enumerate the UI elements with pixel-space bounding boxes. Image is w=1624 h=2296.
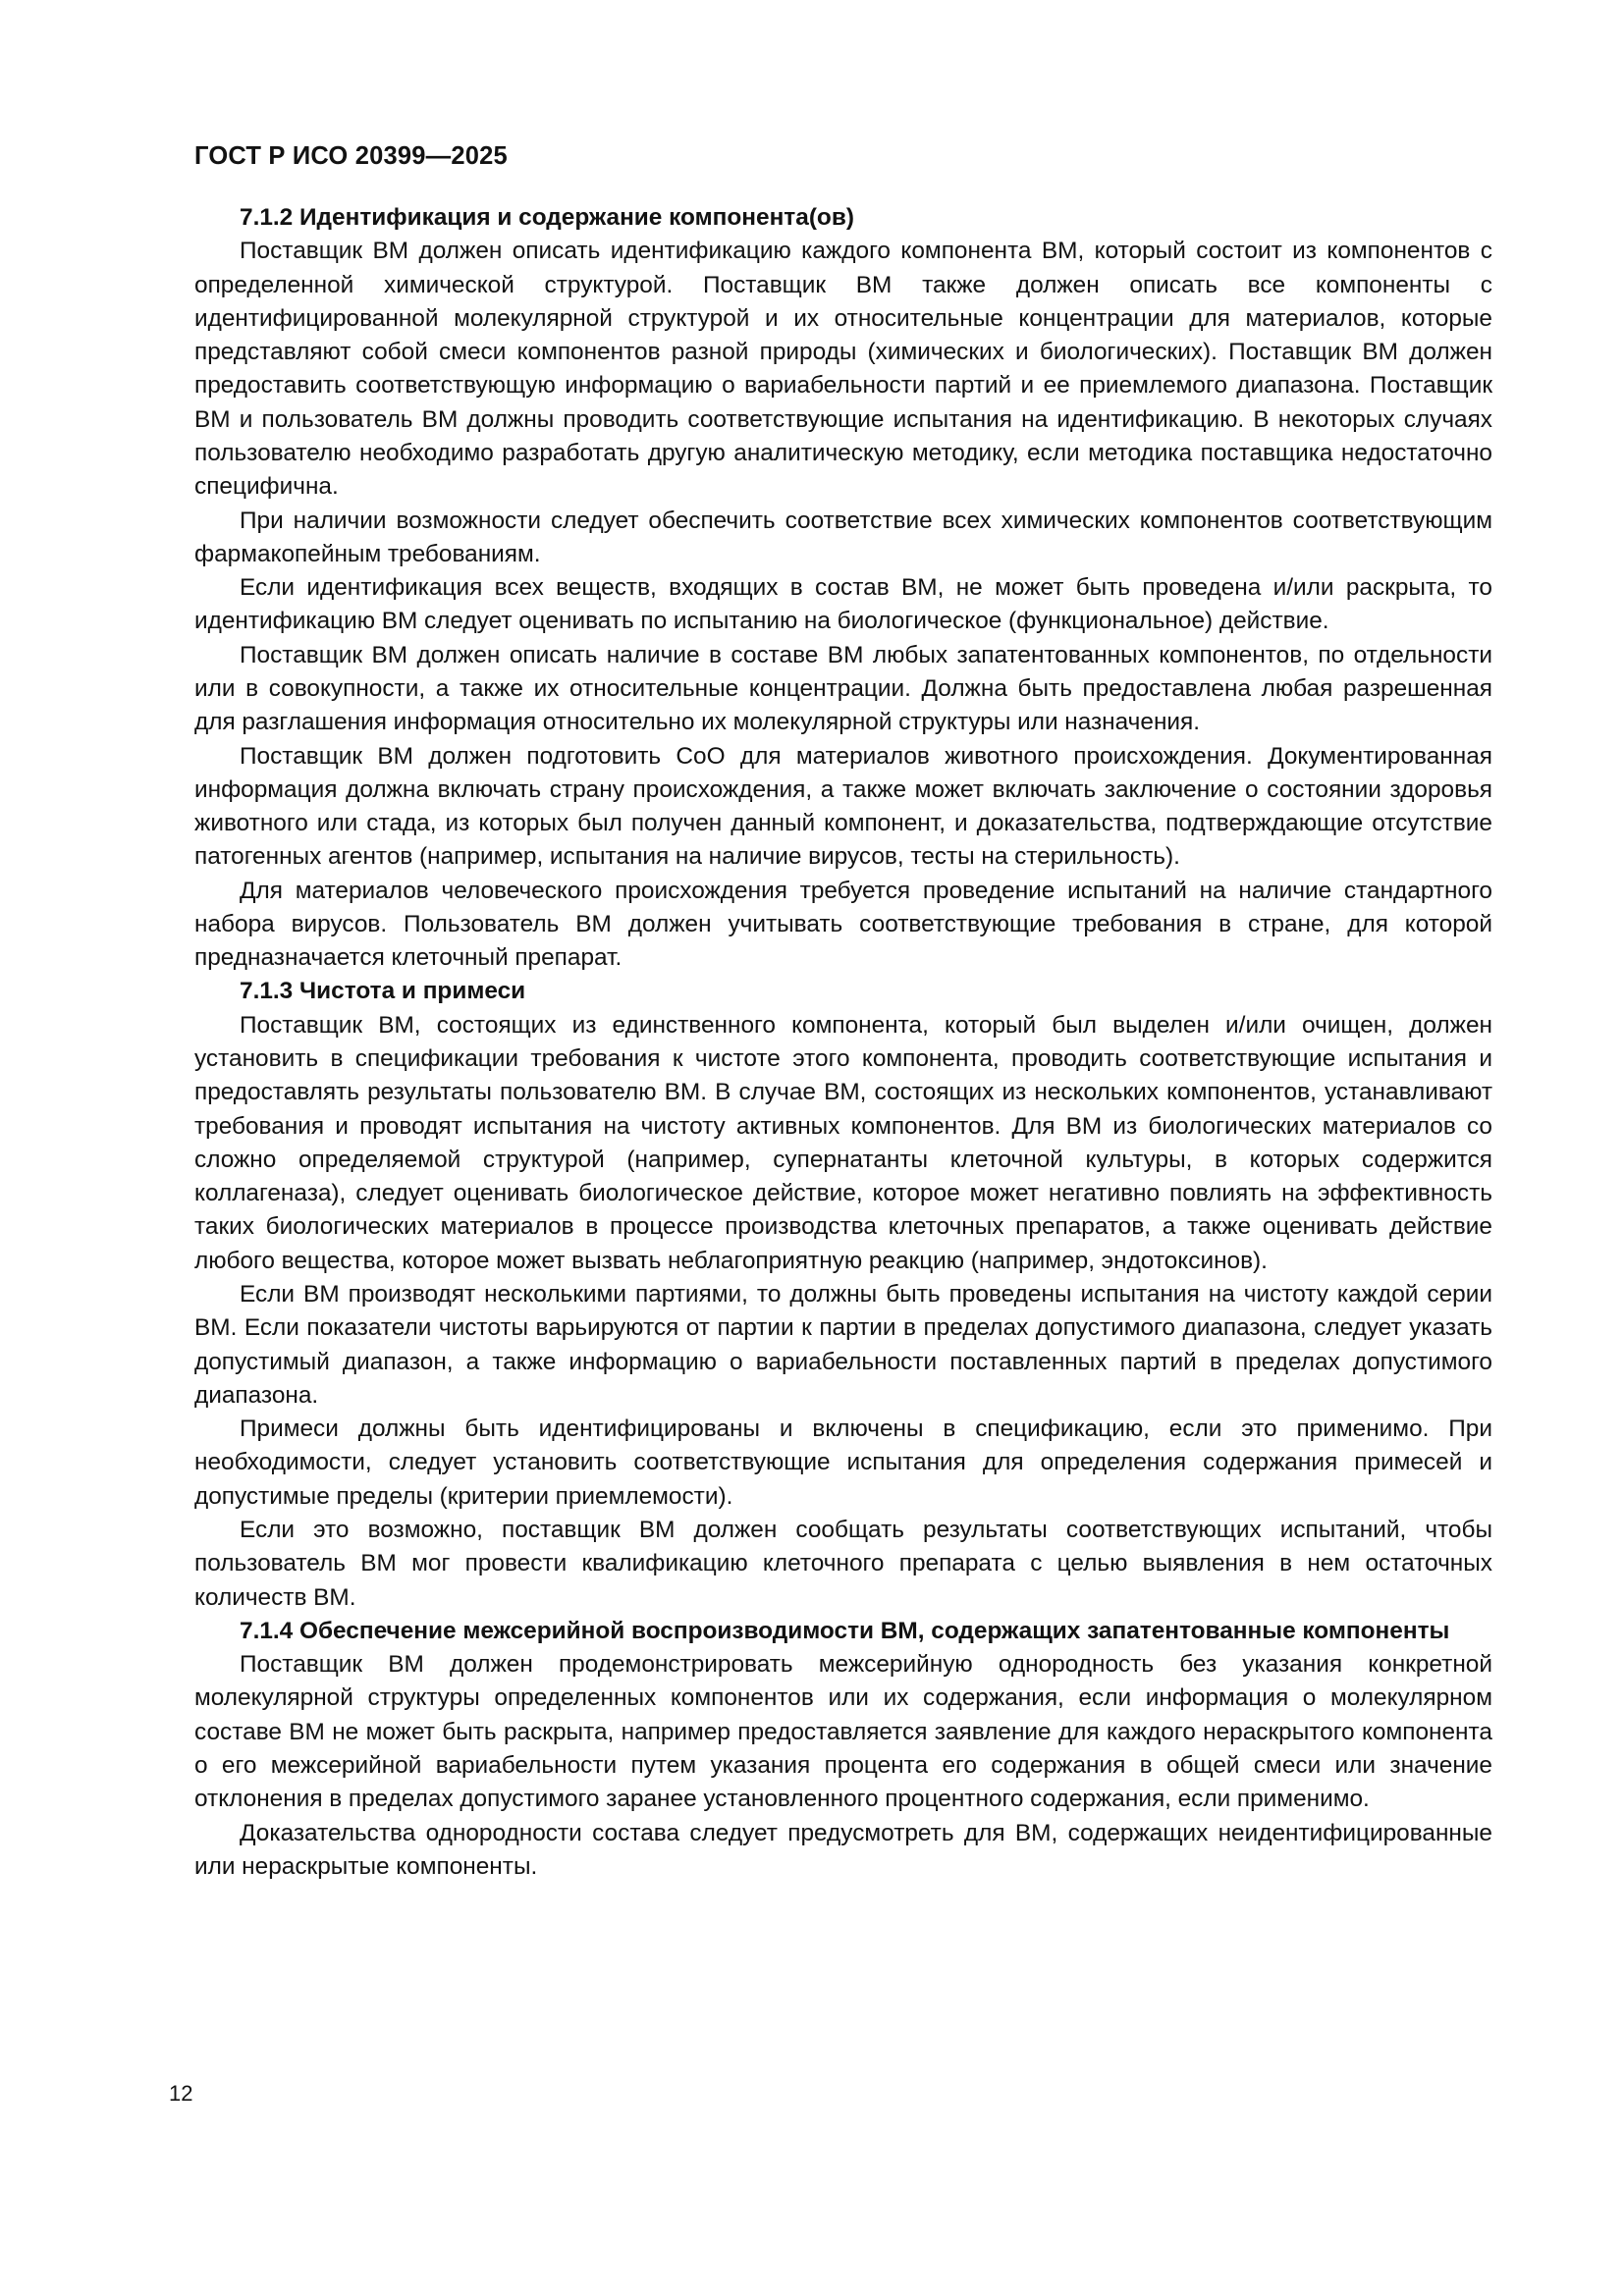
- paragraph: Если идентификация всех веществ, входящих в состав ВМ, не может быть проведена и/или раскрыта, то идентификацию ВМ следует оценивать по испытанию на биологическое (функциональное) действие.: [194, 574, 1492, 635]
- section-heading-7-1-4: 7.1.4 Обеспечение межсерийной воспроизводимости ВМ, содержащих запатентованные компоненты: [240, 1617, 1450, 1644]
- paragraph: Примеси должны быть идентифицированы и включены в спецификацию, если это применимо. При необходимости, следует установить соответствующие испытания для определения содержания примесей и допустимые пределы (критерии приемлемости).: [194, 1415, 1492, 1510]
- body-text-column: [194, 201, 1492, 1884]
- section-heading-7-1-2: 7.1.2 Идентификация и содержание компонента(ов): [240, 204, 854, 231]
- paragraph: При наличии возможности следует обеспечить соответствие всех химических компонентов соответствующим фармакопейным требованиям.: [194, 507, 1492, 567]
- paragraph: Поставщик ВМ должен подготовить CoO для материалов животного происхождения. Документированная информация должна включать страну происхождения, а также может включать заключение о состоянии здоровья животного или стада, из которых был получен данный компонент, и доказательства, подтверждающие отсутствие патогенных агентов (например, испытания на наличие вирусов, тесты на стерильность).: [194, 742, 1492, 871]
- paragraph: Поставщик ВМ должен описать идентификацию каждого компонента ВМ, который состоит из компонентов с определенной химической структурой. Поставщик ВМ также должен описать все компоненты с идентифицированной молекулярной структурой и их относительные концентрации для материалов, которые представляют собой смеси компонентов разной природы (химических и биологических). Поставщик ВМ должен предоставить соответствующую информацию о вариабельности партий и ее приемлемого диапазона. Поставщик ВМ и пользователь ВМ должны проводить соответствующие испытания на идентификацию. В некоторых случаях пользователю необходимо разработать другую аналитическую методику, если методика поставщика недостаточно специфична.: [194, 238, 1492, 501]
- paragraph: Поставщик ВМ должен продемонстрировать межсерийную однородность без указания конкретной молекулярной структуры определенных компонентов или их содержания, если информация о молекулярном составе ВМ не может быть раскрыта, например предоставляется заявление для каждого нераскрытого компонента о его межсерийной вариабельности путем указания процента его содержания в общей смеси или значение отклонения в пределах допустимого заранее установленного процентного содержания, если применимо.: [194, 1651, 1492, 1813]
- paragraph: Если ВМ производят несколькими партиями, то должны быть проведены испытания на чистоту каждой серии ВМ. Если показатели чистоты варьируются от партии к партии в пределах допустимого диапазона, следует указать допустимый диапазон, а также информацию о вариабельности поставленных партий в пределах допустимого диапазона.: [194, 1281, 1492, 1409]
- paragraph: Для материалов человеческого происхождения требуется проведение испытаний на наличие стандартного набора вирусов. Пользователь ВМ должен учитывать соответствующие требования в стране, для которой предназначается клеточный препарат.: [194, 877, 1492, 972]
- section-heading-7-1-3: 7.1.3 Чистота и примеси: [240, 978, 526, 1005]
- paragraph: Если это возможно, поставщик ВМ должен сообщать результаты соответствующих испытаний, чтобы пользователь ВМ мог провести квалификацию клеточного препарата с целью выявления в нем остаточных количеств ВМ.: [194, 1516, 1492, 1611]
- paragraph: Доказательства однородности состава следует предусмотреть для ВМ, содержащих неидентифицированные или нераскрытые компоненты.: [194, 1819, 1492, 1880]
- paragraph: Поставщик ВМ должен описать наличие в составе ВМ любых запатентованных компонентов, по отдельности или в совокупности, а также их относительные концентрации. Должна быть предоставлена любая разрешенная для разглашения информация относительно их молекулярной структуры или назначения.: [194, 641, 1492, 736]
- paragraph: Поставщик ВМ, состоящих из единственного компонента, который был выделен и/или очищен, должен установить в спецификации требования к чистоте этого компонента, проводить соответствующие испытания и предоставлять результаты пользователю ВМ. В случае ВМ, состоящих из нескольких компонентов, устанавливают требования и проводят испытания на чистоту активных компонентов. Для ВМ из биологических материалов со сложно определяемой структурой (например, супернатанты клеточной культуры, в которых содержится коллагеназа), следует оценивать биологическое действие, которое может негативно повлиять на эффективность таких биологических материалов в процессе производства клеточных препаратов, а также оценивать действие любого вещества, которое может вызвать неблагоприятную реакцию (например, эндотоксинов).: [194, 1011, 1492, 1274]
- page-number: 12: [169, 2081, 193, 2106]
- running-header: ГОСТ Р ИСО 20399—2025: [194, 142, 508, 170]
